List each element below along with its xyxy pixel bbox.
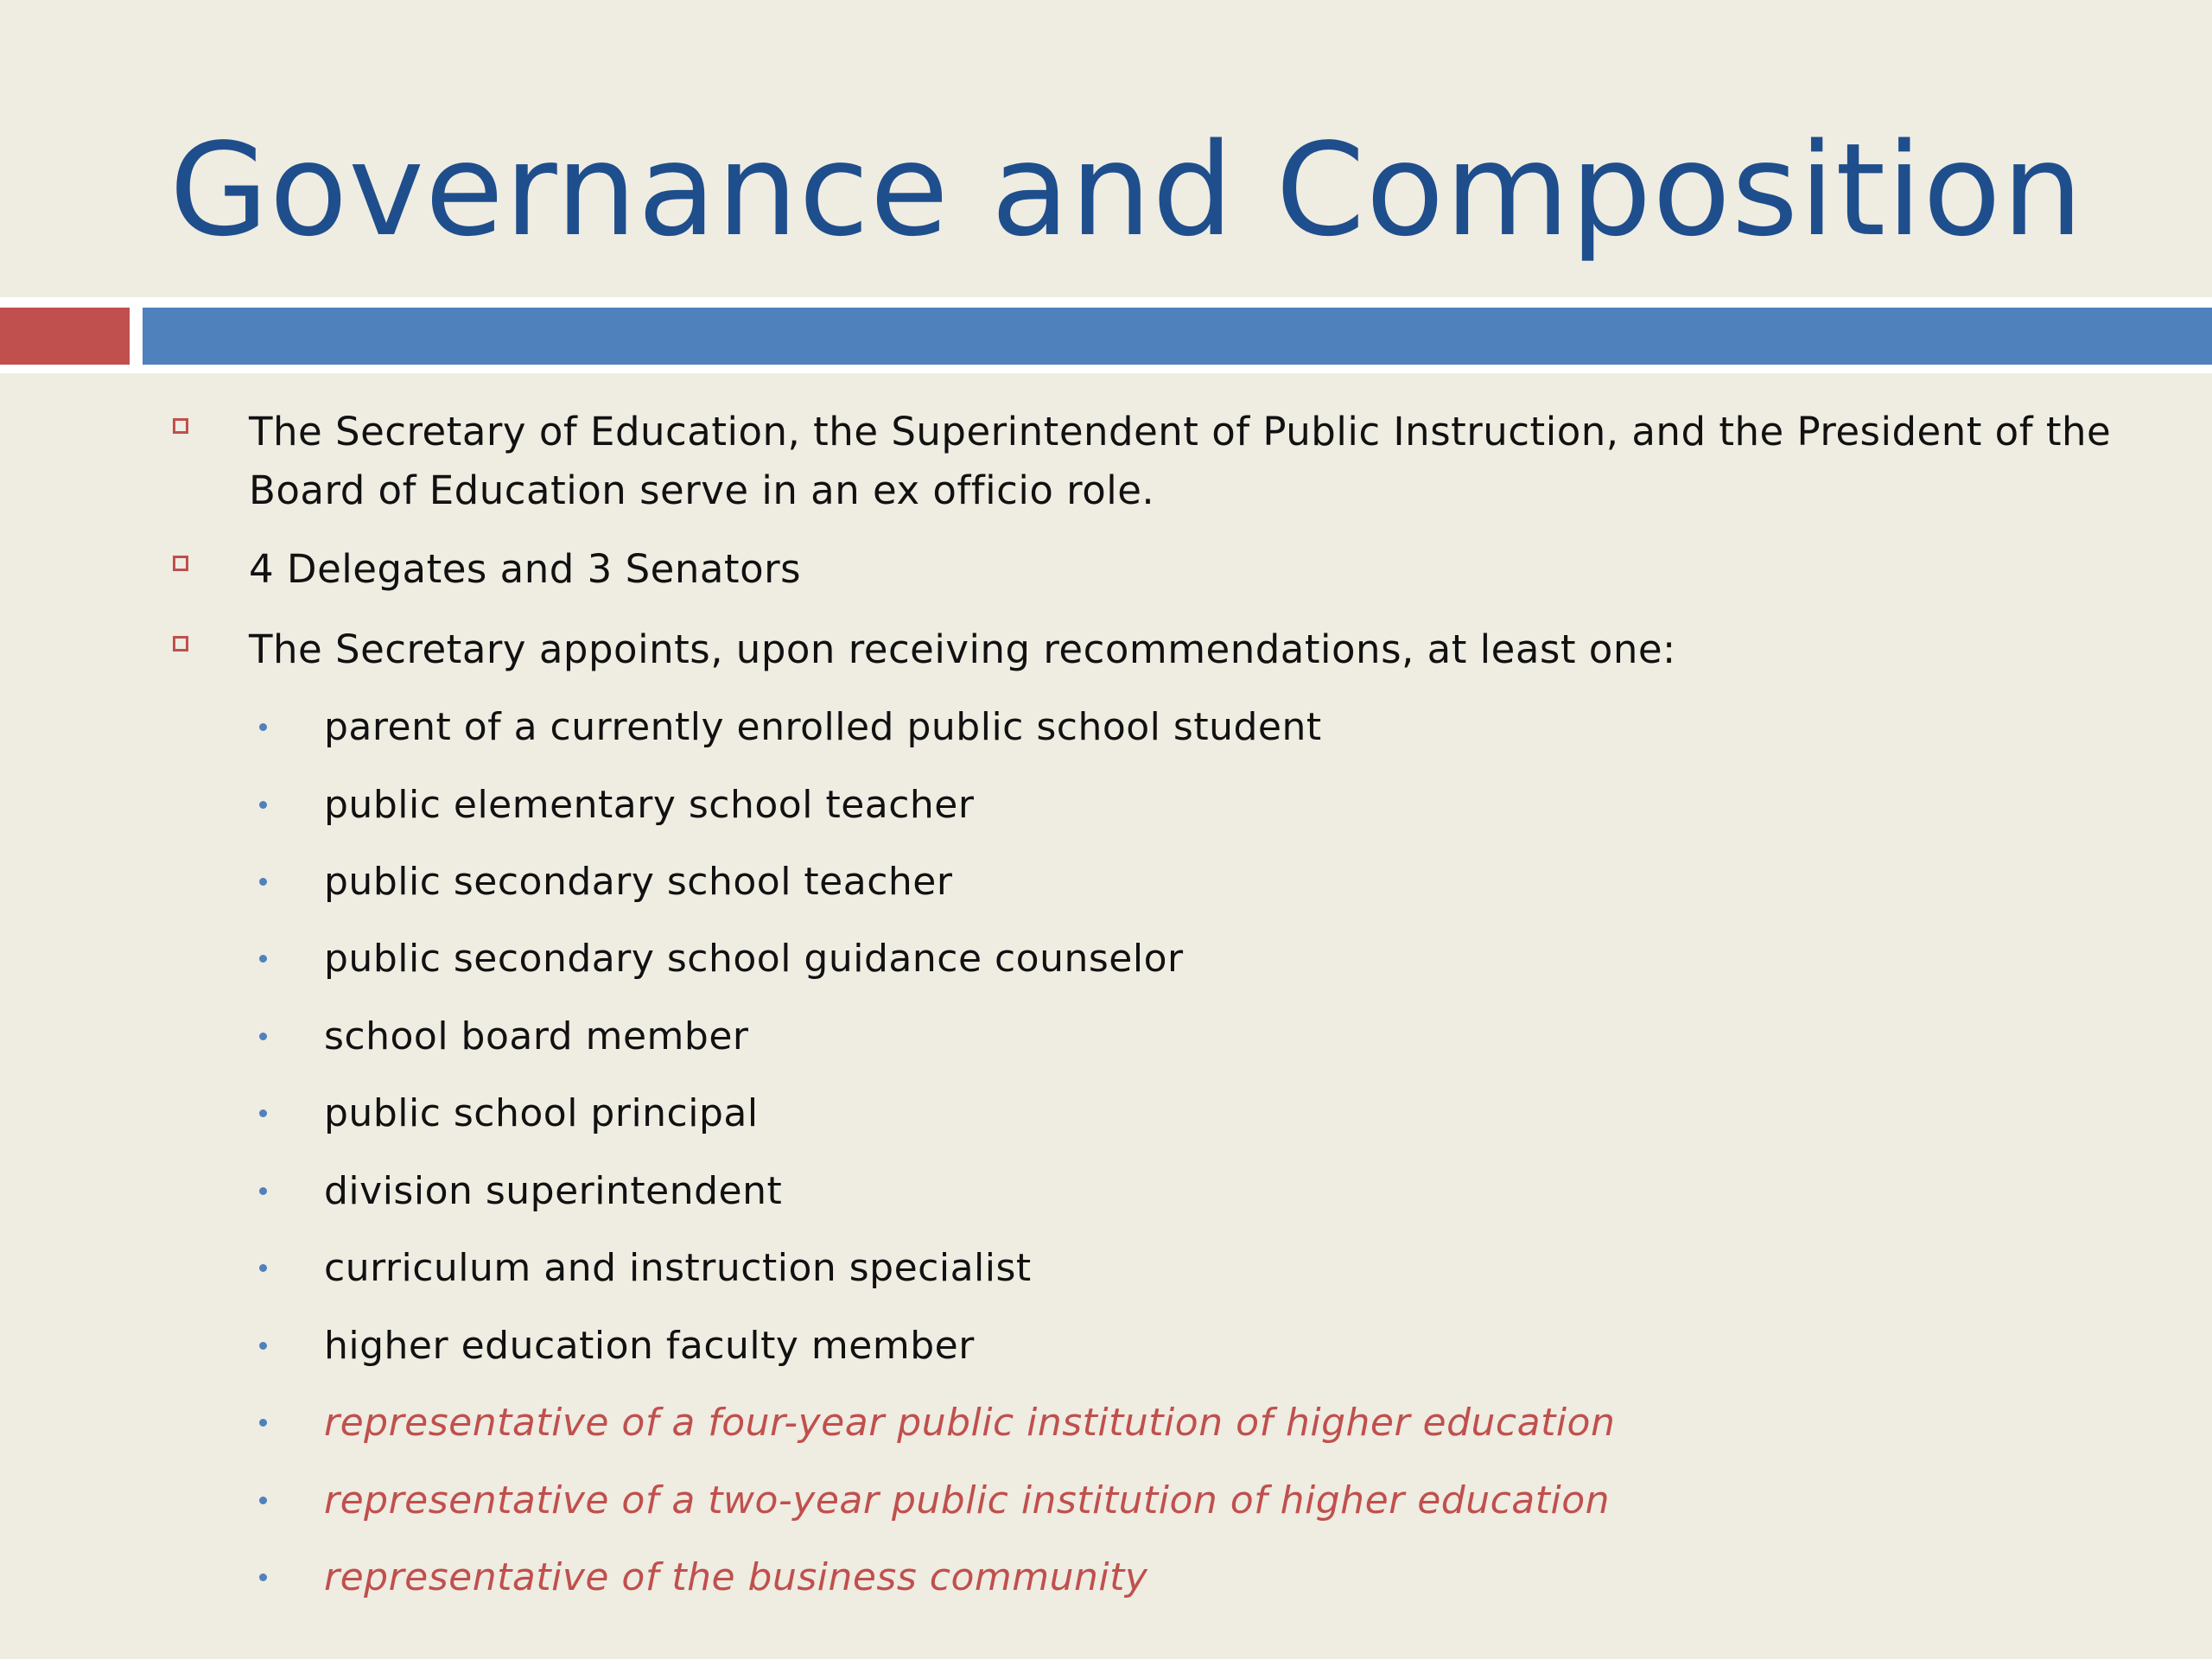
sub-bullet-item <box>259 931 1987 987</box>
square-bullet-icon <box>173 418 188 434</box>
sub-bullet-item <box>259 1319 1987 1374</box>
dot-bullet-icon <box>259 1419 267 1427</box>
bullet-text: 4 Delegates and 3 Senators <box>249 546 802 592</box>
bullet-text: The Secretary appoints, upon receiving recommendations, at least one: <box>249 626 1676 672</box>
sub-bullet-text: curriculum and instruction specialist <box>324 1246 1032 1290</box>
sub-bullet-item-highlighted <box>259 1550 1987 1605</box>
dot-bullet-icon <box>259 878 267 886</box>
dot-bullet-icon <box>259 801 267 809</box>
slide-title: Governance and Composition <box>169 116 2084 264</box>
sub-bullet-item <box>259 1009 1987 1065</box>
dot-bullet-icon <box>259 1264 267 1272</box>
sub-bullet-item <box>259 1241 1987 1296</box>
sub-bullet-text: representative of the business community <box>324 1555 1148 1599</box>
dot-bullet-icon <box>259 1497 267 1504</box>
sub-bullet-text: higher education faculty member <box>324 1324 975 1368</box>
sub-bullet-item <box>259 700 1987 755</box>
bullet-text: The Secretary of Education, the Superintendent of Public Instruction, and the President of the Board of Education serve in an ex officio role. <box>249 409 2112 513</box>
dot-bullet-icon <box>259 955 267 963</box>
sub-bullet-item-highlighted <box>259 1473 1987 1529</box>
sub-bullet-item-highlighted <box>259 1395 1987 1451</box>
sub-bullet-text: public secondary school guidance counselor <box>324 937 1184 981</box>
sub-bullet-item <box>259 778 1987 833</box>
sub-bullet-text: public school principal <box>324 1091 759 1135</box>
square-bullet-icon <box>173 556 188 571</box>
square-bullet-icon <box>173 636 188 652</box>
sub-bullet-text: public secondary school teacher <box>324 860 953 904</box>
dot-bullet-icon <box>259 1342 267 1350</box>
sub-bullet-text: school board member <box>324 1014 749 1058</box>
dot-bullet-icon <box>259 1033 267 1040</box>
dot-bullet-icon <box>259 723 267 731</box>
dot-bullet-icon <box>259 1573 267 1581</box>
sub-bullet-text: public elementary school teacher <box>324 783 975 827</box>
dot-bullet-icon <box>259 1187 267 1195</box>
sub-bullet-item <box>259 1086 1987 1141</box>
sub-bullet-text: parent of a currently enrolled public school student <box>324 705 1322 749</box>
sub-bullet-item <box>259 855 1987 910</box>
sub-bullet-text: division superintendent <box>324 1169 783 1213</box>
sub-bullet-text: representative of a four-year public institution of higher education <box>324 1401 1616 1445</box>
sub-bullet-item <box>259 1164 1987 1219</box>
sub-bullet-text: representative of a two-year public institution of higher education <box>324 1478 1611 1522</box>
dot-bullet-icon <box>259 1109 267 1117</box>
